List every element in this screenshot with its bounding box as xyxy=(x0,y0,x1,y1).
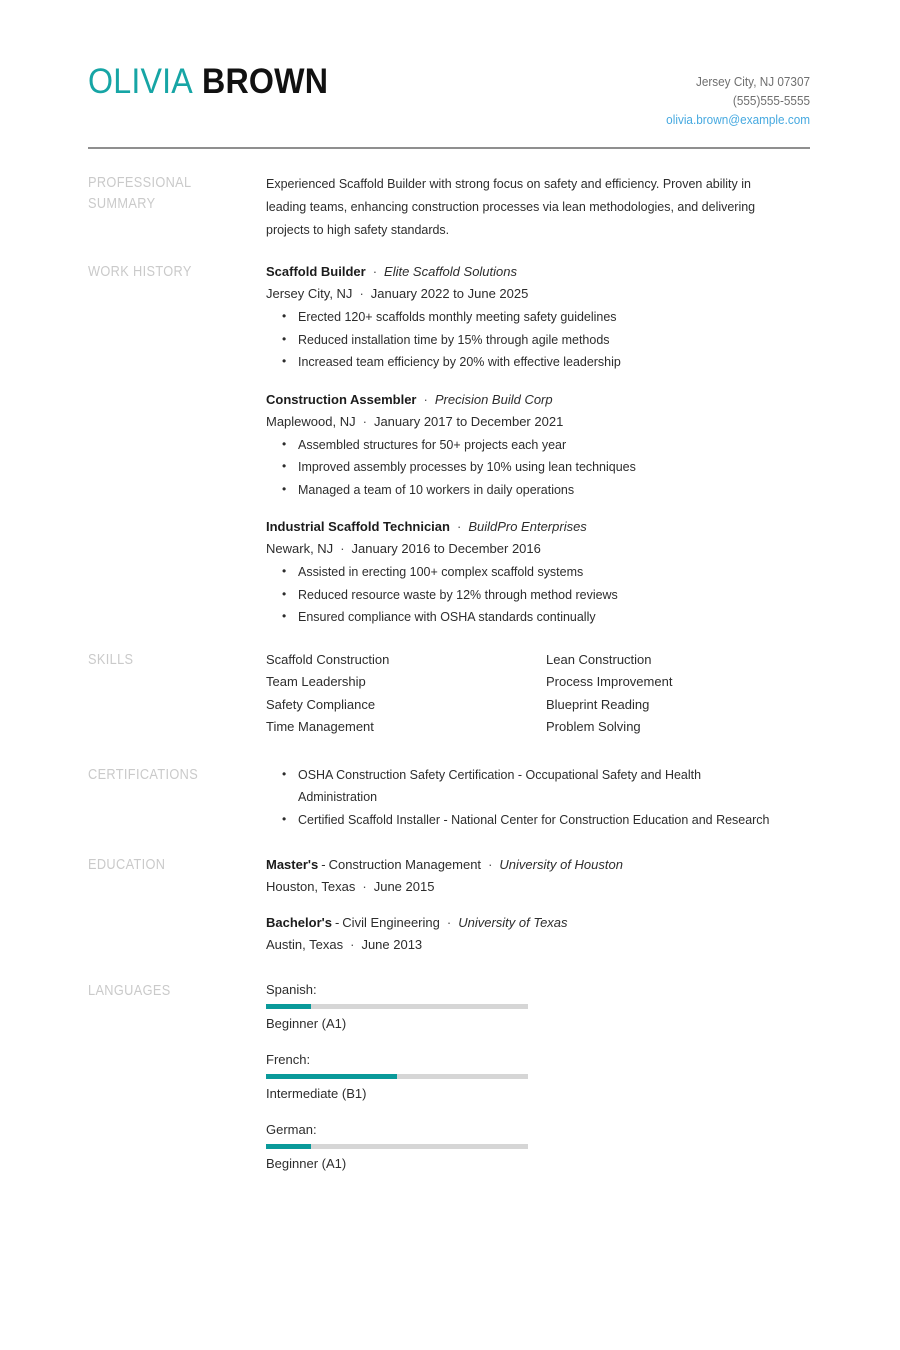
job-company: BuildPro Enterprises xyxy=(468,519,587,534)
job-bullet xyxy=(298,434,810,457)
education-entry-heading xyxy=(266,912,810,934)
middot-separator: · xyxy=(350,937,355,952)
skill-item: Scaffold Construction xyxy=(266,651,390,667)
middot-separator: · xyxy=(362,413,367,429)
job-title: Scaffold Builder xyxy=(266,264,366,279)
job-bullet-list xyxy=(266,306,810,374)
job-bullet-text: • Erected 120+ scaffolds monthly meeting safety guidelines xyxy=(298,309,617,324)
job-bullet xyxy=(298,351,810,374)
section-certifications xyxy=(88,764,810,832)
language-proficiency-fill xyxy=(266,1074,397,1079)
education-degree: Master's xyxy=(266,857,319,872)
job-location: Maplewood, NJ xyxy=(266,413,356,429)
languages-grid xyxy=(266,980,810,1190)
education-date: June 2013 xyxy=(361,937,423,952)
work-entry-heading xyxy=(266,516,810,538)
job-title: Construction Assembler xyxy=(266,391,417,407)
job-company: Precision Build Corp xyxy=(434,391,553,407)
middot-separator: · xyxy=(446,915,452,930)
education-degree: Bachelor's xyxy=(266,915,332,930)
languages-content xyxy=(266,980,810,1190)
language-proficiency-fill xyxy=(266,1144,311,1149)
job-bullet xyxy=(298,456,810,479)
job-bullet-text: • Assisted in erecting 100+ complex scaffold systems xyxy=(298,564,584,579)
language-proficiency-bar xyxy=(266,1074,528,1079)
job-bullet-list xyxy=(266,434,810,502)
language-name: French: xyxy=(266,1052,311,1067)
summary-text: Experienced Scaffold Builder with strong focus on safety and efficiency. Proven ability in leading teams, enhancing construction processes via lean methodologies, and delivering projects to high safety standards. xyxy=(266,176,756,237)
work-entry xyxy=(266,389,810,502)
job-dates: January 2016 to December 2016 xyxy=(351,541,541,556)
middot-separator: · xyxy=(423,391,428,407)
certification-text: • Certified Scaffold Installer - National Center for Construction Education and Research xyxy=(298,811,770,827)
section-skills xyxy=(88,649,810,739)
skill-item: Time Management xyxy=(266,719,374,734)
contact-address: Jersey City, NJ 07307 xyxy=(695,75,810,89)
first-name: OLIVIA xyxy=(88,62,193,101)
middot-separator: · xyxy=(359,286,364,301)
education-entry-meta xyxy=(266,934,810,956)
education-entry-heading xyxy=(266,854,810,876)
certification-item xyxy=(298,809,798,832)
section-label-languages: LANGUAGES xyxy=(88,983,171,999)
job-bullet-text: • Improved assembly processes by 10% using lean techniques xyxy=(298,459,636,474)
skill-item: Process Improvement xyxy=(546,674,673,689)
section-professional-summary xyxy=(88,172,810,241)
job-bullet xyxy=(298,329,810,352)
section-label-education: EDUCATION xyxy=(88,857,166,873)
education-school: University of Texas xyxy=(458,915,568,930)
hyphen-separator: - xyxy=(321,857,326,872)
skill-item: Blueprint Reading xyxy=(546,696,650,712)
middot-separator: · xyxy=(340,541,345,556)
last-name: BROWN xyxy=(202,62,329,101)
job-company: Elite Scaffold Solutions xyxy=(384,264,517,279)
language-level: Intermediate (B1) xyxy=(266,1086,367,1101)
work-history-content xyxy=(266,261,810,629)
education-location: Houston, Texas xyxy=(266,879,356,894)
language-proficiency-bar xyxy=(266,1144,528,1149)
middot-separator: · xyxy=(372,264,378,279)
certification-item xyxy=(298,764,798,809)
certification-text: • OSHA Construction Safety Certification - Occupational Safety and Health Administration xyxy=(298,766,702,804)
contact-email[interactable]: olivia.brown@example.com xyxy=(666,113,810,127)
certification-list xyxy=(266,764,810,832)
job-location: Newark, NJ xyxy=(266,541,334,556)
language-name: Spanish: xyxy=(266,982,317,997)
language-level: Beginner (A1) xyxy=(266,1156,347,1171)
work-entry xyxy=(266,516,810,629)
job-dates: January 2022 to June 2025 xyxy=(370,286,529,301)
work-entry-meta xyxy=(266,538,810,560)
work-entry xyxy=(266,261,810,374)
work-entry-heading xyxy=(266,261,810,283)
language-item xyxy=(266,1050,546,1104)
contact-phone[interactable]: (555)555-5555 xyxy=(732,94,810,108)
section-education xyxy=(88,854,810,956)
language-item xyxy=(266,1120,546,1174)
job-bullet-text: • Managed a team of 10 workers in daily operations xyxy=(298,481,575,497)
section-label-certifications: CERTIFICATIONS xyxy=(88,766,199,783)
section-label-work-history: WORK HISTORY xyxy=(88,264,192,280)
job-location: Jersey City, NJ xyxy=(266,286,353,301)
education-content xyxy=(266,854,810,956)
job-bullet-text: • Assembled structures for 50+ projects each year xyxy=(298,436,567,452)
job-dates: January 2017 to December 2021 xyxy=(373,413,564,429)
skill-item: Lean Construction xyxy=(546,651,652,667)
section-work-history xyxy=(88,261,810,629)
language-item xyxy=(266,980,546,1034)
skills-column-left xyxy=(266,649,546,739)
job-bullet xyxy=(298,479,810,502)
work-entry-heading xyxy=(266,389,810,411)
language-proficiency-fill xyxy=(266,1004,311,1009)
job-bullet-text: • Increased team efficiency by 20% with effective leadership xyxy=(298,354,621,369)
education-field: Construction Management xyxy=(328,857,482,872)
job-bullet-text: • Reduced installation time by 15% through agile methods xyxy=(298,331,610,347)
education-entry-meta xyxy=(266,876,810,898)
language-name: German: xyxy=(266,1122,317,1137)
skill-item: Team Leadership xyxy=(266,674,366,689)
work-entry-meta xyxy=(266,411,810,433)
education-entry xyxy=(266,854,810,898)
summary-content xyxy=(266,172,810,241)
job-bullet xyxy=(298,606,810,629)
skill-item: Safety Compliance xyxy=(266,696,376,712)
candidate-name xyxy=(88,62,328,102)
skill-item: Problem Solving xyxy=(546,719,641,734)
section-label-summary: PROFESSIONAL SUMMARY xyxy=(88,175,192,212)
education-location: Austin, Texas xyxy=(266,937,344,952)
education-field: Civil Engineering xyxy=(342,915,440,930)
resume-header xyxy=(0,0,900,130)
resume-body xyxy=(0,149,900,1190)
job-bullet xyxy=(298,561,810,584)
education-school: University of Houston xyxy=(499,857,623,872)
job-bullet-text: • Ensured compliance with OSHA standards continually xyxy=(298,609,596,624)
job-bullet-list xyxy=(266,561,810,629)
job-bullet xyxy=(298,306,810,329)
job-bullet xyxy=(298,584,810,607)
education-entry xyxy=(266,912,810,956)
certifications-content xyxy=(266,764,810,832)
skills-content xyxy=(266,649,810,739)
skills-grid xyxy=(266,649,810,739)
education-date: June 2015 xyxy=(373,879,435,894)
contact-block xyxy=(666,62,810,130)
language-proficiency-bar xyxy=(266,1004,528,1009)
middot-separator: · xyxy=(456,519,462,534)
work-entry-meta xyxy=(266,283,810,305)
middot-separator: · xyxy=(488,857,493,872)
skills-column-right xyxy=(546,649,826,739)
hyphen-separator: - xyxy=(334,915,340,930)
middot-separator: · xyxy=(362,879,367,894)
section-languages xyxy=(88,980,810,1190)
language-level: Beginner (A1) xyxy=(266,1016,347,1031)
section-label-skills: SKILLS xyxy=(88,651,134,668)
job-title: Industrial Scaffold Technician xyxy=(266,519,450,534)
job-bullet-text: • Reduced resource waste by 12% through method reviews xyxy=(298,586,618,602)
